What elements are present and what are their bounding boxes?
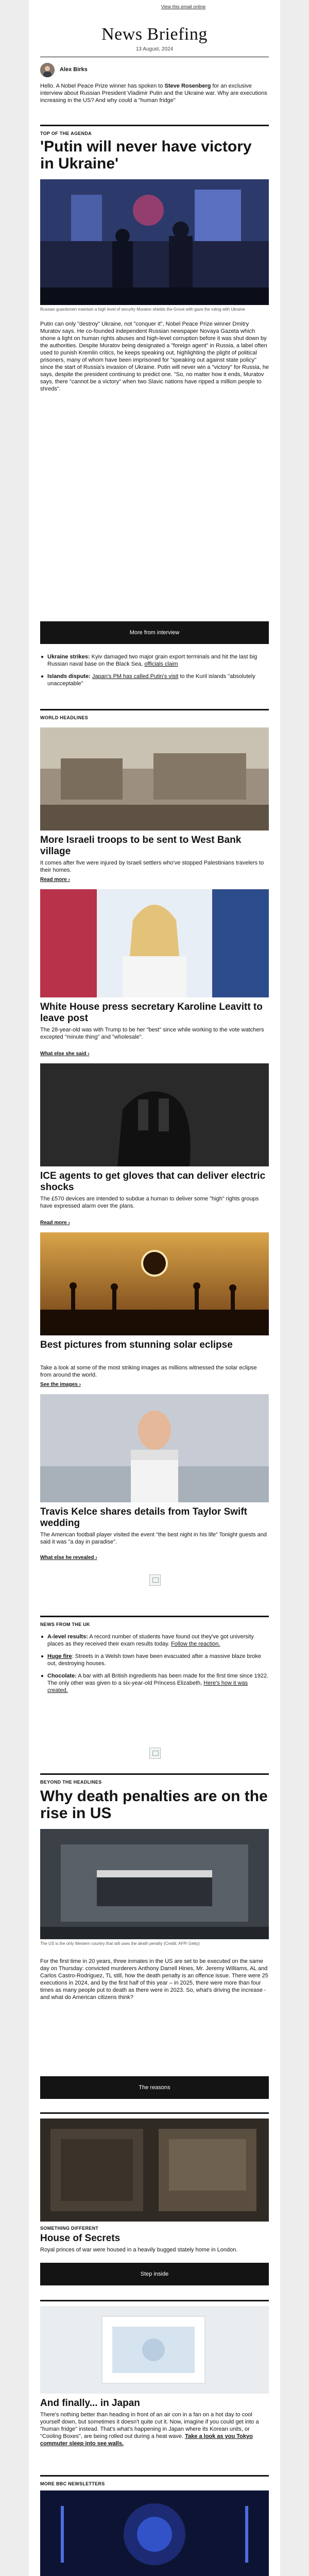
story-image-west-bank[interactable]	[40, 727, 269, 831]
author-avatar	[40, 63, 55, 77]
story-summary: The 28-year-old was with Trump to be her "best" since while working to the vote watchers excepted "minute thing" and "wholesale".	[40, 1027, 264, 1040]
section-divider	[40, 125, 269, 126]
section-label-world: WORLD HEADLINES	[40, 715, 88, 720]
bullet-link[interactable]: Huge fire	[47, 1653, 72, 1659]
email-body	[29, 0, 280, 2576]
story-read-more-link[interactable]: Read more ›	[40, 1220, 70, 1226]
feature-headline[interactable]: Why death penalties are on the rise in US	[40, 1788, 268, 1822]
list-item: Chocolate: A bar with all British ingredients has been made for the first time since 1922. The only other was given to a six-year-old Princess Elizabeth, Here's how it was created.	[40, 1672, 269, 1694]
house-of-secrets-image[interactable]	[40, 2119, 269, 2222]
image-placeholder-icon	[149, 1574, 161, 1586]
section-divider	[40, 1616, 269, 1617]
section-divider	[40, 2300, 269, 2301]
story-summary: Take a look at some of the most striking images as millions witnessed the solar eclipse from around the world.	[40, 1365, 257, 1378]
story-image-eclipse[interactable]	[40, 1232, 269, 1335]
list-item: Ukraine strikes: Kyiv damaged two major grain export terminals and hit the last big Russian naval base on the Black Sea, officials claim	[40, 653, 269, 668]
feature-image[interactable]	[40, 1829, 269, 1939]
feature-body: Royal princes of war were housed in a heavily bugged stately home in London.	[40, 2247, 238, 2253]
list-item: A-level results: A record number of students have found out they've got university places as they received their exam results today. Follow the reaction.	[40, 1633, 269, 1648]
story-headline[interactable]: White House press secretary Karoline Leavitt to leave post	[40, 1002, 263, 1024]
lead-image-caption: Russian guardsmen maintain a high level of security Muratov shields the Grove with gaze the ruling with Ukraine	[40, 307, 245, 312]
intro-name-link[interactable]: Steve Rosenberg	[164, 83, 211, 89]
section-label-beyond: BEYOND THE HEADLINES	[40, 1780, 102, 1785]
section-label-different: SOMETHING DIFFERENT	[40, 2226, 99, 2231]
list-item: Islands dispute: Japan's PM has called Putin's visit to the Kuril islands "absolutely unacceptable"	[40, 673, 269, 687]
section-divider	[40, 709, 269, 710]
lead-bullets	[40, 653, 269, 692]
story-headline[interactable]: ICE agents to get gloves that can deliver electric shocks	[40, 1171, 266, 1193]
story-summary: The £570 devices are intended to subdue a human to deliver some "high" rights groups have expressed alarm over the plans.	[40, 1196, 259, 1209]
author-name: Alex Birks	[60, 66, 88, 73]
finally-link[interactable]: Take a look as you Tokyo commuter sleep into see walls.	[40, 2433, 253, 2447]
story-headline[interactable]: More Israeli troops to be sent to West Bank village	[40, 835, 242, 857]
story-headline[interactable]: Travis Kelce shares details from Taylor Swift wedding	[40, 1506, 247, 1529]
story-image-press-secretary[interactable]	[40, 889, 269, 997]
list-item: Huge fire: Streets in a Welsh town have been evacuated after a massive blaze broke out, destroying houses.	[40, 1653, 269, 1667]
bullet-link[interactable]: Japan's PM has called Putin's visit	[92, 673, 179, 680]
tech-decoded-image[interactable]	[40, 2490, 269, 2576]
step-inside-button[interactable]: Step inside	[40, 2263, 269, 2285]
the-reasons-button[interactable]: The reasons	[40, 2076, 269, 2099]
story-read-more-link[interactable]: Read more ›	[40, 877, 70, 883]
story-headline[interactable]: Best pictures from stunning solar eclipse	[40, 1340, 233, 1350]
story-read-more-link[interactable]: What else she said ›	[40, 1051, 90, 1057]
view-in-browser-link[interactable]: View this email online	[161, 4, 206, 9]
brand-title: News Briefing	[101, 25, 208, 44]
feature-headline[interactable]: House of Secrets	[40, 2233, 121, 2244]
story-image-wedding[interactable]	[40, 1394, 269, 1502]
section-divider	[40, 2112, 269, 2114]
story-summary: It comes after five were injured by Israeli settlers who've stopped Palestinians travelers to their homes.	[40, 860, 264, 873]
story-summary: The American football player visited the event "the best night in his life" Tonight guests and said it was "a day in paradise".	[40, 1532, 267, 1545]
image-placeholder-icon	[149, 1748, 161, 1759]
bullet-link[interactable]: officials claim	[144, 661, 178, 667]
lead-image[interactable]	[40, 179, 269, 305]
bullet-link[interactable]: Follow the reaction.	[171, 1641, 220, 1647]
finally-body: There's nothing better than heading in front of an air con in a fan on a hot day to cool yourself down, but sometimes it doesn't quite cut it. Now, imagine if you could get into a "human fridge" instead. That's what's happening in Japan where its Korean units, or "Cooling Boxes", are being rolled out during a heat wave. Take a look as you Tokyo commuter sleep into see walls.	[40, 2412, 259, 2447]
section-label-top-agenda: TOP OF THE AGENDA	[40, 131, 92, 136]
section-label-newsletters: MORE BBC NEWSLETTERS	[40, 2481, 105, 2486]
feature-image-caption: The US is the only Western country that still uses the death penalty (Credit: AFP/ Getty)	[40, 1941, 200, 1946]
section-divider	[40, 2475, 269, 2477]
japan-image[interactable]	[40, 2306, 269, 2394]
feature-body: For the first time in 20 years, three inmates in the US are set to be executed on the same day on Thursday: convicted murderers Anthony Darrell Hines, Mr. Jeremy Williams, AL and Carlos Castro-Rodriguez, TL still, how the death penalty is an offence issue. There were 25 executions in 2024, and by the first half of this year – in 2025, there were more than four times as many people put to death as there were in 2023. So, what's driving the increase - and what do American citizens think?	[40, 1958, 268, 2001]
author-intro: Hello. A Nobel Peace Prize winner has spoken to Steve Rosenberg for an exclusive interview about Russian President Vladimir Putin and the Ukraine war. Why are executions increasing in the US? And why could a "human fridge"	[40, 83, 267, 104]
story-read-more-link[interactable]: What else he revealed ›	[40, 1555, 97, 1561]
lead-body: Putin can only "destroy" Ukraine, not "conquer it", Nobel Peace Prize winner Dmitry Muratov says. He co-founded independent Russian newspaper Novaya Gazeta which shone a light on human rights abuses and high-level corruption before it was shut down by the authorities. Despite Muratov being designated a "foreign agent" in Russia, a label often used to punish Kremlin critics, he keeps speaking out, highlighting the plight of political prisoners, many of whom have been imprisoned for "speaking out against state policy" since the start of Russia's invasion of Ukraine. Putin will never win a "victory" for Russia, he says, despite the president continuing to predict one. "So, no matter how it ends, Muratov says, there "cannot be a victory" when two Slavic nations have ripped a million people to shreds".	[40, 321, 269, 392]
more-from-interview-button[interactable]: More from interview	[40, 621, 269, 644]
finally-headline[interactable]: And finally... in Japan	[40, 2398, 140, 2409]
uk-bullets	[40, 1633, 269, 1699]
story-read-more-link[interactable]: See the images ›	[40, 1382, 81, 1387]
lead-headline[interactable]: 'Putin will never have victory in Ukraine'	[40, 138, 252, 172]
section-divider	[40, 1773, 269, 1775]
issue-date: 13 August, 2024	[135, 46, 174, 52]
section-label-uk: NEWS FROM THE UK	[40, 1622, 90, 1627]
bullet-link[interactable]: Here's how it was created.	[47, 1680, 248, 1693]
story-image-ice-gloves[interactable]	[40, 1063, 269, 1166]
